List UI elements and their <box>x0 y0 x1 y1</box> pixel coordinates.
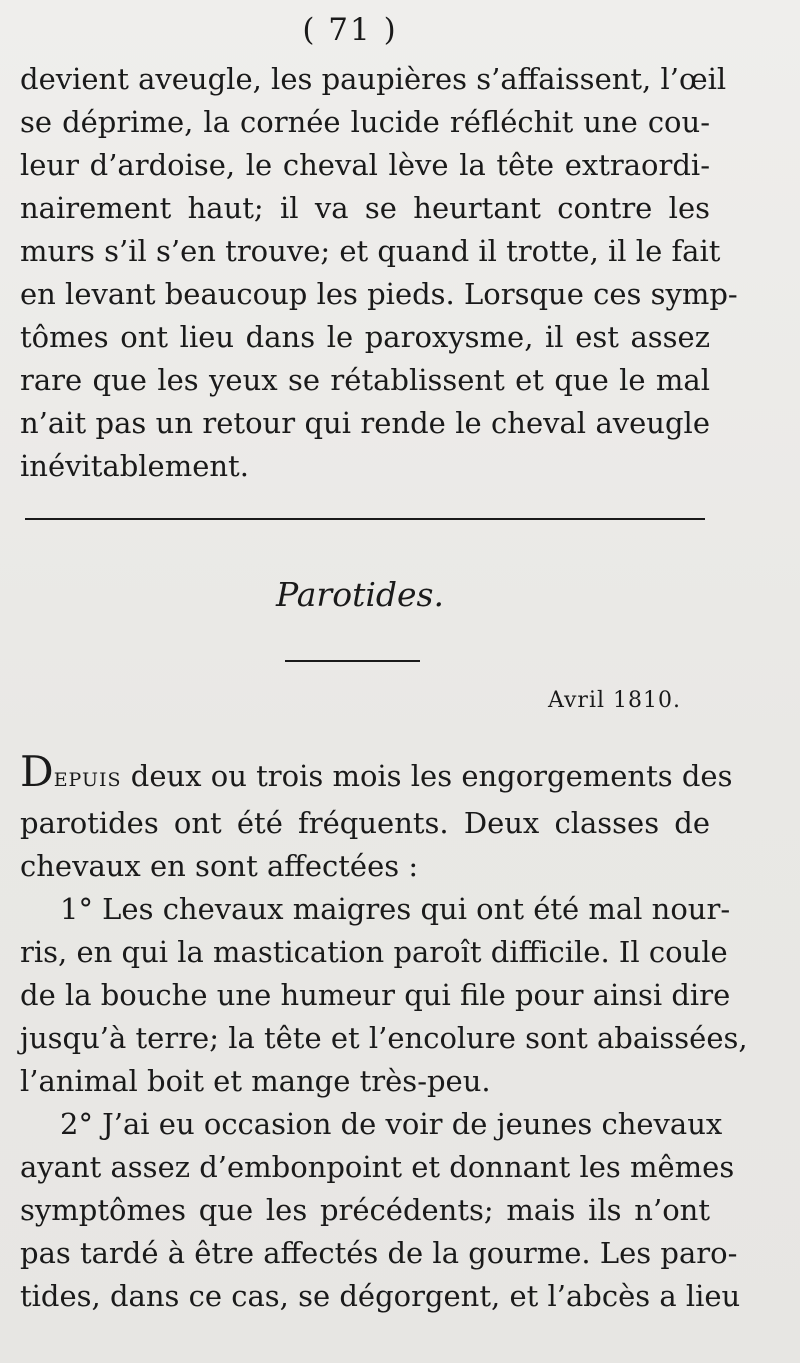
text-line: leur d’ardoise, le cheval lève la tête extraordi- <box>20 148 710 182</box>
text-line: n’ait pas un retour qui rende le cheval aveugle <box>20 406 710 440</box>
text-line: tides, dans ce cas, se dégorgent, et l’abcès a lieu <box>20 1279 741 1313</box>
section-title: Parotides. <box>276 575 444 614</box>
text-line: de la bouche une humeur qui file pour ainsi dire <box>20 978 731 1012</box>
section-divider <box>25 518 705 520</box>
text-line: nairement haut; il va se heurtant contre les <box>20 191 710 225</box>
text-line: se déprime, la cornée lucide réfléchit une cou- <box>20 105 710 139</box>
text-line: inévitablement. <box>20 449 249 483</box>
title-underline <box>285 660 420 662</box>
text-line <box>20 747 733 802</box>
drop-cap: D <box>20 747 54 796</box>
small-caps-word: EPUIS <box>53 769 122 791</box>
section-body <box>20 747 748 1318</box>
paragraph-blindness <box>20 58 738 488</box>
text-line: en levant beaucoup les pieds. Lorsque ces symp- <box>20 277 738 311</box>
text-fragment: deux ou trois mois les engorgements des <box>121 759 733 793</box>
text-line: 2° J’ai eu occasion de voir de jeunes chevaux <box>60 1107 723 1141</box>
text-line: symptômes que les précédents; mais ils n’ont <box>20 1193 710 1227</box>
text-line: murs s’il s’en trouve; et quand il trotte, il le fait <box>20 234 721 268</box>
text-line: tômes ont lieu dans le paroxysme, il est assez <box>20 320 710 354</box>
text-line: l’animal boit et mange très-peu. <box>20 1064 491 1098</box>
text-line: chevaux en sont affectées : <box>20 849 419 883</box>
page-number: ( 71 ) <box>302 12 398 48</box>
section-date: Avril 1810. <box>548 688 681 713</box>
text-line: jusqu’à terre; la tête et l’encolure sont abaissées, <box>20 1021 748 1055</box>
text-line: pas tardé à être affectés de la gourme. Les paro- <box>20 1236 738 1270</box>
text-line: devient aveugle, les paupières s’affaissent, l’œil <box>20 62 727 96</box>
text-line: ayant assez d’embonpoint et donnant les mêmes <box>20 1150 735 1184</box>
text-line: parotides ont été fréquents. Deux classes de <box>20 806 710 840</box>
text-line: 1° Les chevaux maigres qui ont été mal nour- <box>60 892 731 926</box>
text-line: rare que les yeux se rétablissent et que le mal <box>20 363 710 397</box>
text-line: ris, en qui la mastication paroît difficile. Il coule <box>20 935 728 969</box>
